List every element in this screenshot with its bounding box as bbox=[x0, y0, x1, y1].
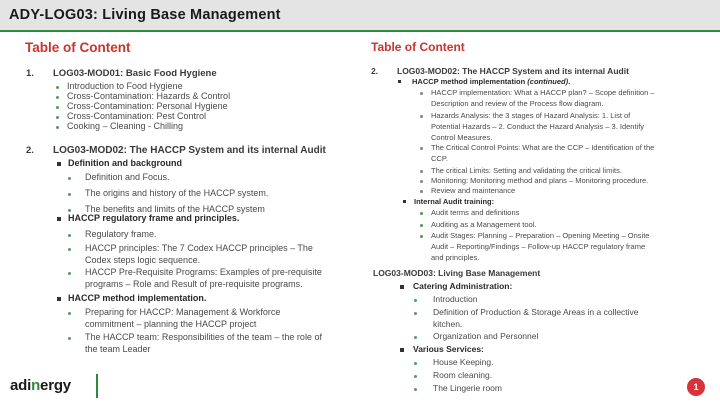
continued-note: (continued) bbox=[527, 77, 569, 86]
left-mod1-item: Cross-Contamination: Hazards & Control bbox=[67, 91, 231, 101]
left-section-item: HACCP principles: The 7 Codex HACCP principles – The bbox=[85, 243, 313, 253]
left-section-item: The HACCP team: Responsibilities of the team – the role of bbox=[85, 332, 322, 342]
square-bullet-icon bbox=[57, 162, 61, 166]
left-section-heading: Definition and background bbox=[68, 158, 182, 168]
bullet-icon bbox=[414, 312, 417, 315]
right-section-heading: Catering Administration: bbox=[413, 281, 513, 291]
right-toc-title: Table of Content bbox=[371, 40, 465, 54]
right-section-item: House Keeping. bbox=[433, 357, 494, 367]
square-bullet-icon bbox=[400, 348, 404, 352]
bullet-icon bbox=[56, 106, 59, 109]
page-number-badge: 1 bbox=[687, 378, 705, 396]
right-section-item: Hazards Analysis: the 3 stages of Hazard Analysis: 1. List of bbox=[431, 111, 631, 120]
left-mod2-title: LOG03-MOD02: The HACCP System and its internal Audit bbox=[53, 145, 326, 156]
square-bullet-icon bbox=[403, 200, 406, 203]
bullet-icon bbox=[420, 190, 423, 193]
left-section-item: Preparing for HACCP: Management & Workforce bbox=[85, 307, 281, 317]
right-section-item-cont: and principles. bbox=[431, 253, 480, 262]
slide-title: ADY-LOG03: Living Base Management bbox=[9, 7, 281, 23]
bullet-icon bbox=[68, 234, 71, 237]
bullet-icon bbox=[68, 177, 71, 180]
left-section-heading: HACCP method implementation. bbox=[68, 293, 207, 303]
right-section-item: Organization and Personnel bbox=[433, 331, 539, 341]
right-section-item-cont: Potential Hazards – 2. Conduct the Hazard Analysis – 3. Identify bbox=[431, 122, 645, 131]
adinergy-logo: adinergy bbox=[10, 377, 71, 394]
bullet-icon bbox=[56, 96, 59, 99]
right-section-item: Audit terms and definitions bbox=[431, 208, 520, 217]
left-mod1-number: 1. bbox=[26, 68, 34, 79]
bullet-icon bbox=[420, 170, 423, 173]
left-mod1-item: Introduction to Food Hygiene bbox=[67, 81, 183, 91]
bullet-icon bbox=[414, 362, 417, 365]
bullet-icon bbox=[420, 147, 423, 150]
right-section-item: Room cleaning. bbox=[433, 370, 493, 380]
bullet-icon bbox=[56, 116, 59, 119]
bullet-icon bbox=[68, 248, 71, 251]
bullet-icon bbox=[68, 337, 71, 340]
left-section-item-cont: programs – Role and Result of pre-requisite programs. bbox=[85, 279, 303, 289]
right-section-heading: Internal Audit training: bbox=[414, 197, 495, 206]
right-mod3-title: LOG03-MOD03: Living Base Management bbox=[373, 268, 541, 278]
bullet-icon bbox=[68, 193, 71, 196]
left-section-item-cont: Codex steps logic sequence. bbox=[85, 255, 201, 265]
square-bullet-icon bbox=[57, 217, 61, 221]
right-section-item: The Lingerie room bbox=[433, 383, 502, 393]
left-section-heading: HACCP regulatory frame and principles. bbox=[68, 213, 240, 223]
right-section-item: Audit Stages: Planning – Preparation – Opening Meeting – Onsite bbox=[431, 231, 650, 240]
right-section-heading: HACCP method implementation (continued). bbox=[412, 77, 571, 86]
bullet-icon bbox=[56, 126, 59, 129]
bullet-icon bbox=[68, 209, 71, 212]
bullet-icon bbox=[420, 224, 423, 227]
left-toc-title: Table of Content bbox=[25, 40, 131, 55]
left-section-item: HACCP Pre-Requisite Programs: Examples of pre-requisite bbox=[85, 267, 322, 277]
right-section-item: Definition of Production & Storage Areas in a collective bbox=[433, 307, 639, 317]
left-mod1-title: LOG03-MOD01: Basic Food Hygiene bbox=[53, 68, 217, 79]
square-bullet-icon bbox=[57, 297, 61, 301]
right-section-item: HACCP implementation: What a HACCP plan? – Scope definition – bbox=[431, 88, 655, 97]
bullet-icon bbox=[420, 92, 423, 95]
bullet-icon bbox=[414, 375, 417, 378]
left-section-item: The origins and history of the HACCP system. bbox=[85, 188, 269, 198]
right-section-item-cont: Description and review of the Process flow diagram. bbox=[431, 99, 604, 108]
right-section-item: Auditing as a Management tool. bbox=[431, 220, 537, 229]
left-mod1-item: Cooking – Cleaning - Chilling bbox=[67, 121, 184, 131]
left-mod1-item: Cross-Contamination: Personal Hygiene bbox=[67, 101, 228, 111]
bullet-icon bbox=[414, 299, 417, 302]
logo-divider bbox=[96, 374, 98, 398]
right-section-item: The critical Limits: Setting and validating the critical limits. bbox=[431, 166, 622, 175]
bullet-icon bbox=[68, 312, 71, 315]
right-mod2-title: LOG03-MOD02: The HACCP System and its internal Audit bbox=[397, 66, 629, 76]
right-section-item-cont: Control Measures. bbox=[431, 133, 493, 142]
bullet-icon bbox=[414, 336, 417, 339]
left-section-item: The benefits and limits of the HACCP system bbox=[85, 204, 265, 214]
bullet-icon bbox=[420, 235, 423, 238]
right-section-item-cont: CCP. bbox=[431, 154, 448, 163]
right-section-item-cont: Audit – Reporting/Findings – Follow-up HACCP regulatory frame bbox=[431, 242, 646, 251]
left-section-item-cont: commitment – planning the HACCP project bbox=[85, 319, 257, 329]
right-section-item: The Critical Control Points: What are the CCP – Identification of the bbox=[431, 143, 655, 152]
right-section-item: Introduction bbox=[433, 294, 478, 304]
right-mod2-number: 2. bbox=[371, 66, 379, 76]
left-mod2-number: 2. bbox=[26, 145, 34, 156]
square-bullet-icon bbox=[398, 80, 401, 83]
bullet-icon bbox=[414, 388, 417, 391]
left-section-item: Definition and Focus. bbox=[85, 172, 170, 182]
left-section-item: Regulatory frame. bbox=[85, 229, 157, 239]
left-mod1-item: Cross-Contamination: Pest Control bbox=[67, 111, 207, 121]
square-bullet-icon bbox=[400, 285, 404, 289]
right-section-item-cont: kitchen. bbox=[433, 319, 463, 329]
bullet-icon bbox=[420, 115, 423, 118]
bullet-icon bbox=[420, 180, 423, 183]
right-section-item: Monitoring: Monitoring method and plans – Monitoring procedure. bbox=[431, 176, 649, 185]
right-section-heading: Various Services: bbox=[413, 344, 484, 354]
right-section-item: Review and maintenance bbox=[431, 186, 516, 195]
bullet-icon bbox=[420, 212, 423, 215]
header-rule bbox=[0, 30, 720, 32]
left-section-item-cont: the team Leader bbox=[85, 344, 151, 354]
bullet-icon bbox=[68, 272, 71, 275]
bullet-icon bbox=[56, 86, 59, 89]
